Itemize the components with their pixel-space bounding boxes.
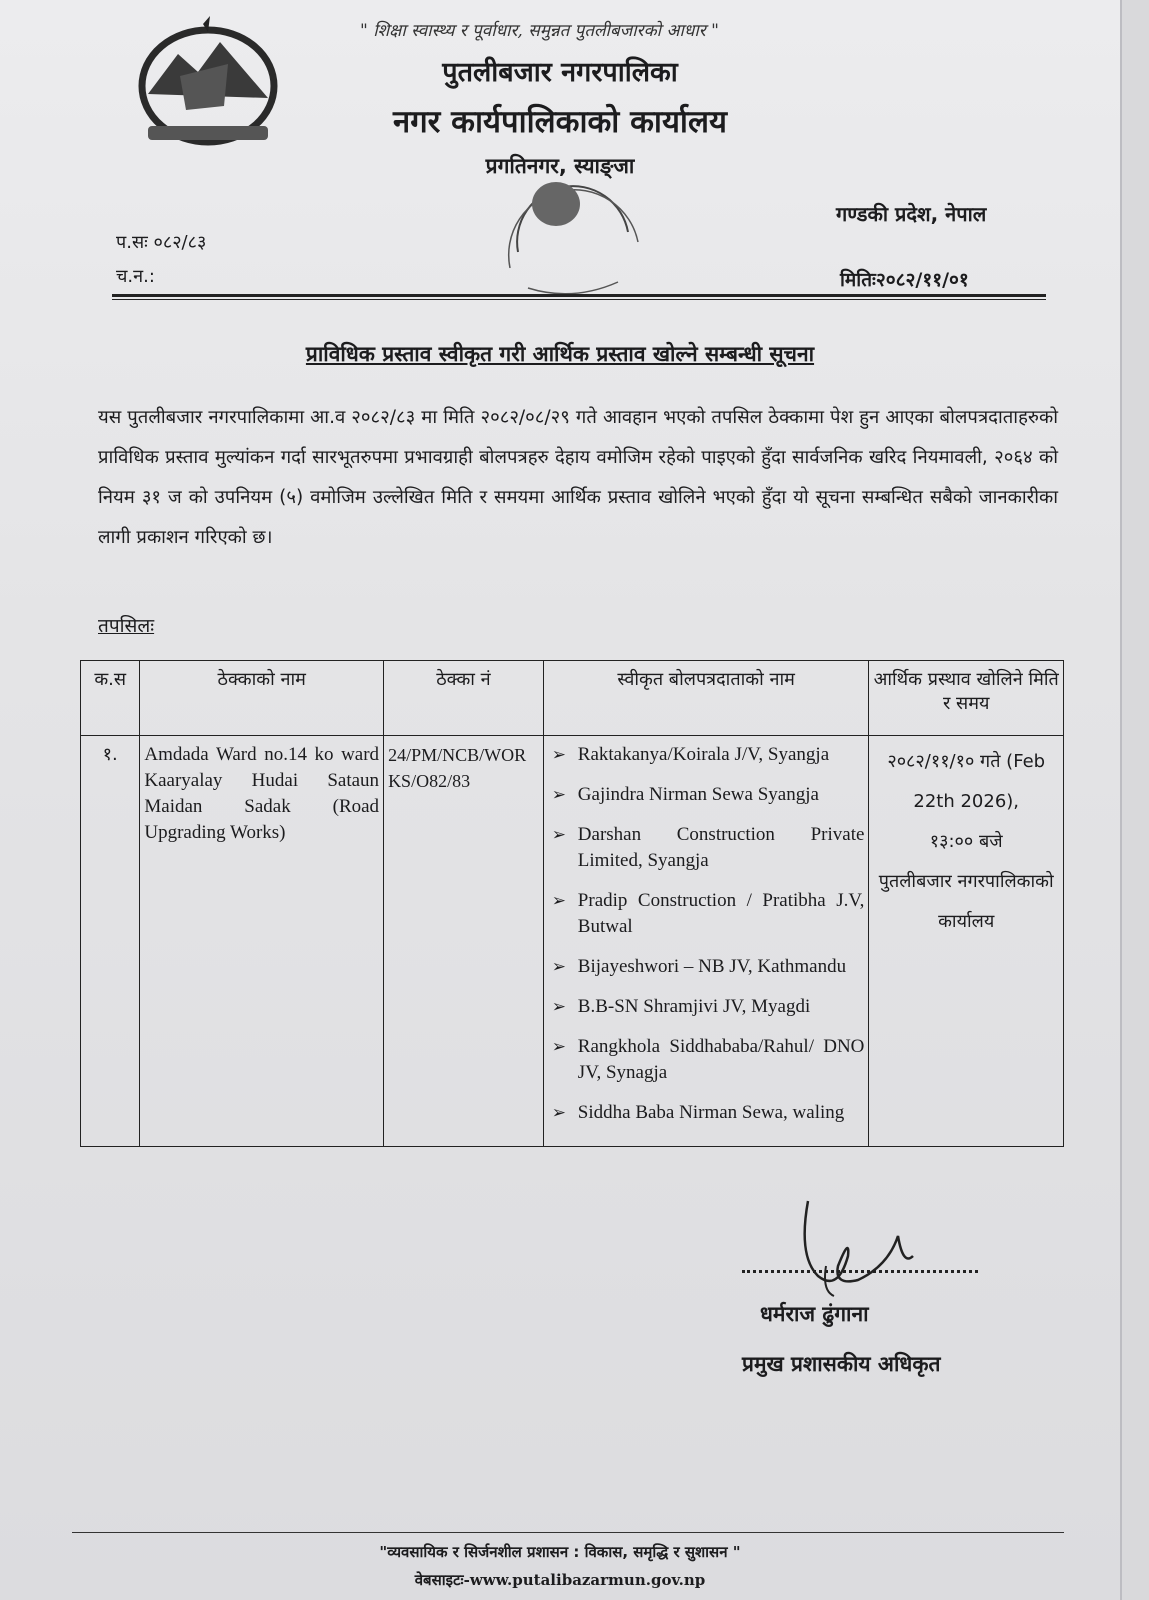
table-header-row xyxy=(81,661,1064,736)
province-label: गण्डकी प्रदेश, नेपाल xyxy=(836,202,987,226)
bidder-name: Raktakanya/Koirala J/V, Syangja xyxy=(577,744,830,765)
bidder-name: Pradip Construction / Pratibha J.V, Butwal xyxy=(577,890,865,937)
header-divider-thin xyxy=(112,299,1046,300)
bidder-name: Siddha Baba Nirman Sewa, waling xyxy=(577,1102,845,1123)
opening-date: २०८२/११/१० गते (Feb 22th 2026), xyxy=(887,751,1046,812)
list-item xyxy=(548,1100,865,1126)
tender-table xyxy=(80,660,1064,1147)
bidder-name: B.B-SN Shramjivi JV, Myagdi xyxy=(577,996,811,1017)
header-divider xyxy=(112,294,1046,297)
signature-icon xyxy=(738,1196,988,1306)
municipality-name: पुतलीबजार नगरपालिका xyxy=(442,57,678,88)
list-item xyxy=(548,994,865,1020)
dispatch-number: च.न.: xyxy=(116,266,155,287)
signer-name: धर्मराज ढुंगाना xyxy=(760,1302,869,1326)
table-row xyxy=(81,736,1064,1147)
signature-line xyxy=(742,1270,978,1273)
arrow-bullet-icon: ➢ xyxy=(551,1037,567,1056)
list-item xyxy=(548,742,865,768)
list-item xyxy=(548,954,865,980)
details-label: तपसिलः xyxy=(98,615,155,637)
notice-body: यस पुतलीबजार नगरपालिकामा आ.व २०८२/८३ मा मिति २०८२/०८/२९ गते आवहान भएको तपसिल ठेक्कामा पेश हुन आएका बोलपत्रदाताहरुको प्राविधिक प्रस्ताव मुल्यांकन गर्दा सारभूतरुपमा प्रभावग्राही बोलपत्रहरु देहाय वमोजिम रहेको पाइएको हुँदा सार्वजनिक खरिद नियमावली, २०६४ को नियम ३१ ज को उपनियम (५) वमोजिम उल्लेखित मिति र समयमा आर्थिक प्रस्ताव खोलिने भएको हुँदा यो सूचना सम्बन्धित सबैको जानकारीका लागी प्रकाशन गरिएको छ। xyxy=(98,407,1058,548)
issue-date: मितिः२०८२/११/०१ xyxy=(840,269,969,291)
bidder-name: Rangkhola Siddhababa/Rahul/ DNO JV, Synagja xyxy=(577,1036,865,1083)
notice-subject-text: प्राविधिक प्रस्ताव स्वीकृत गरी आर्थिक प्रस्ताव खोल्ने सम्बन्धी सूचना xyxy=(305,342,815,366)
row-contract-no: 24/PM/NCB/WORKS/O82/83 xyxy=(384,736,544,1147)
list-item xyxy=(548,1034,865,1086)
arrow-bullet-icon: ➢ xyxy=(551,785,567,804)
header-bidders: स्वीकृत बोलपत्रदाताको नाम xyxy=(543,661,869,736)
list-item xyxy=(548,782,865,808)
list-item xyxy=(548,822,865,874)
header-contract-no: ठेक्का नं xyxy=(384,661,544,736)
arrow-bullet-icon: ➢ xyxy=(551,997,567,1016)
arrow-bullet-icon: ➢ xyxy=(551,891,567,910)
footer-motto: "व्यवसायिक र सिर्जनशील प्रशासन : विकास, समृद्धि र सुशासन " xyxy=(379,1543,741,1561)
row-opening xyxy=(869,736,1064,1147)
bidder-name: Gajindra Nirman Sewa Syangja xyxy=(577,784,819,805)
row-bidders xyxy=(543,736,869,1147)
header-motto: " शिक्षा स्वास्थ्य र पूर्वाधार, समुन्नत पुतलीबजारको आधार " xyxy=(360,21,719,41)
row-contract-name: Amdada Ward no.14 ko ward Kaaryalay Hudai Sataun Maidan Sadak (Road Upgrading Works) xyxy=(140,736,384,1147)
opening-time: १३:०० बजे xyxy=(929,831,1003,852)
bidder-name: Darshan Construction Private Limited, Syangja xyxy=(577,824,865,871)
footer-divider xyxy=(72,1532,1064,1533)
header-contract-name: ठेक्काको नाम xyxy=(140,661,384,736)
reference-number: प.सः ०८२/८३ xyxy=(116,232,207,253)
list-item xyxy=(548,888,865,940)
arrow-bullet-icon: ➢ xyxy=(551,1103,567,1122)
arrow-bullet-icon: ➢ xyxy=(551,957,567,976)
footer-website: वेबसाइटः-www.putalibazarmun.gov.np xyxy=(414,1571,706,1589)
opening-place: पुतलीबजार नगरपालिकाको कार्यालय xyxy=(878,871,1054,932)
arrow-bullet-icon: ➢ xyxy=(551,825,567,844)
row-sn: १. xyxy=(81,736,140,1147)
arrow-bullet-icon: ➢ xyxy=(551,745,567,764)
header-sn: क.स xyxy=(81,661,140,736)
bidder-list xyxy=(548,742,865,1126)
bidder-name: Bijayeshwori – NB JV, Kathmandu xyxy=(577,956,847,977)
office-address: प्रगतिनगर, स्याङ्जा xyxy=(485,154,635,178)
office-name: नगर कार्यपालिकाको कार्यालय xyxy=(393,104,727,140)
header-opening: आर्थिक प्रस्थाव खोलिने मिति र समय xyxy=(869,661,1064,736)
notice-subject xyxy=(0,340,1120,368)
signer-title: प्रमुख प्रशासकीय अधिकृत xyxy=(742,1352,941,1376)
